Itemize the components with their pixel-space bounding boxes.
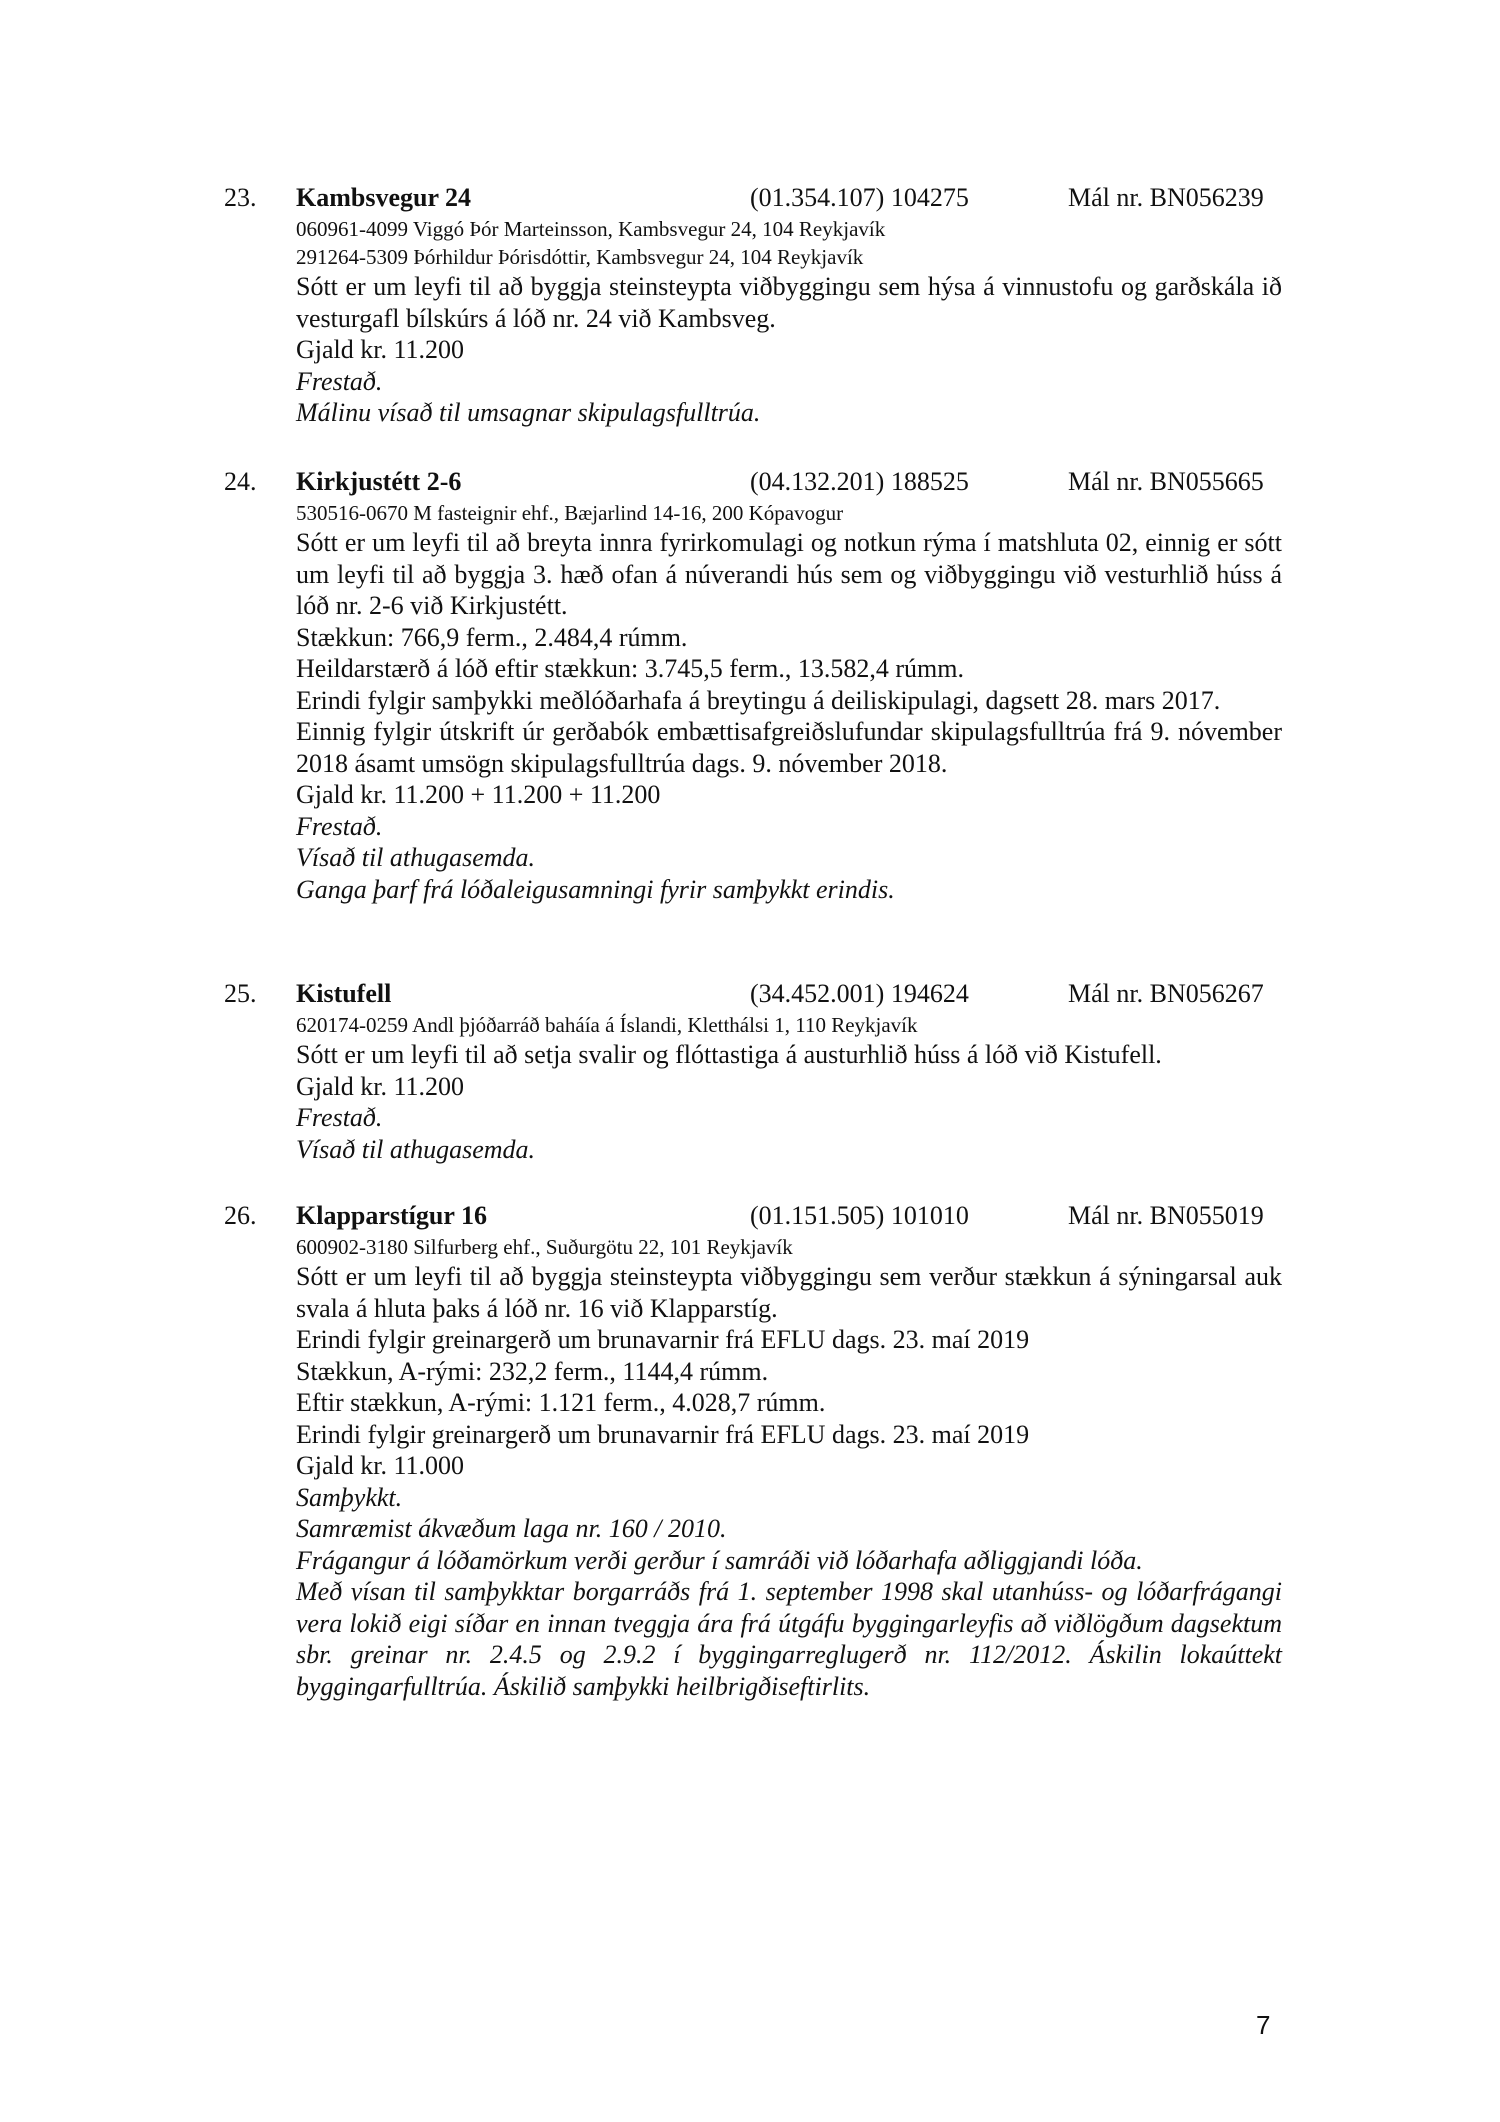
owner-line: 060961-4099 Viggó Þór Marteinsson, Kambsvegur 24, 104 Reykjavík xyxy=(296,217,886,241)
decision-paragraph: Með vísan til samþykktar borgarráðs frá 1. september 1998 skal utanhúss- og lóðarfrágangi vera lokið eigi síðar en innan tveggja ára frá útgáfu byggingarleyfis að viðlögðum dagsektum sbr. greinar nr. 2.4.5 og 2.9.2 í byggingarreglugerð nr. 112/2012. Áskilin lokaúttekt byggingarfulltrúa. Áskilið samþykki heilbrigðiseftirlits. xyxy=(296,1577,1282,1701)
case-body xyxy=(296,1011,1282,1165)
decision-line: Frestað. xyxy=(296,811,383,841)
case-description: Sótt er um leyfi til að byggja steinsteypta viðbyggingu sem verður stækkun á sýningarsal auk svala á hluta þaks á lóð nr. 16 við Klapparstíg. xyxy=(296,1262,1282,1323)
case-title: Kambsvegur 24 xyxy=(296,183,472,212)
owner-line: 620174-0259 Andl þjóðarráð baháía á Íslandi, Kletthálsi 1, 110 Reykjavík xyxy=(296,1013,918,1037)
case-paragraph: Erindi fylgir samþykki meðlóðarhafa á breytingu á deiliskipulagi, dagsett 28. mars 2017. xyxy=(296,685,1221,715)
case-mal-number: Mál nr. BN055019 xyxy=(1068,1201,1264,1230)
case-paragraph: Eftir stækkun, A-rými: 1.121 ferm., 4.028,7 rúmm. xyxy=(296,1388,826,1417)
case-paragraph: Heildarstærð á lóð eftir stækkun: 3.745,5 ferm., 13.582,4 rúmm. xyxy=(296,654,964,683)
case-paragraph: Einnig fylgir útskrift úr gerðabók embættisafgreiðslufundar skipulagsfulltrúa frá 9. nóvember 2018 ásamt umsögn skipulagsfulltrúa dags. 9. nóvember 2018. xyxy=(296,717,1282,778)
case-mal-number: Mál nr. BN056239 xyxy=(1068,183,1264,212)
case-reference: (04.132.201) 188525 xyxy=(750,467,969,496)
case-body xyxy=(296,215,1282,429)
case-description: Sótt er um leyfi til að breyta innra fyrirkomulagi og notkun rýma í matshluta 02, einnig er sótt um leyfi til að byggja 3. hæð ofan á núverandi hús sem og viðbyggingu við vesturhlið húss á lóð nr. 2-6 við Kirkjustétt. xyxy=(296,528,1282,620)
decision-line: Samþykkt. xyxy=(296,1482,403,1512)
case-25 xyxy=(224,977,1282,1165)
case-paragraph: Erindi fylgir greinargerð um brunavarnir frá EFLU dags. 23. maí 2019 xyxy=(296,1419,1030,1449)
fee-line: Gjald kr. 11.200 + 11.200 + 11.200 xyxy=(296,780,661,809)
case-header xyxy=(224,977,1282,1011)
page-number: 7 xyxy=(1256,2010,1271,2040)
case-title: Kirkjustétt 2-6 xyxy=(296,467,462,496)
case-description: Sótt er um leyfi til að byggja steinsteypta viðbyggingu sem hýsa á vinnustofu og garðskála ið vesturgafl bílskúrs á lóð nr. 24 við Kambsveg. xyxy=(296,272,1282,333)
decision-line: Vísað til athugasemda. xyxy=(296,1134,536,1164)
owner-line: 600902-3180 Silfurberg ehf., Suðurgötu 22, 101 Reykjavík xyxy=(296,1235,793,1259)
decision-line: Vísað til athugasemda. xyxy=(296,843,536,872)
case-title: Klapparstígur 16 xyxy=(296,1201,487,1230)
case-reference: (01.151.505) 101010 xyxy=(750,1201,969,1230)
case-paragraph: Stækkun: 766,9 ferm., 2.484,4 rúmm. xyxy=(296,622,688,652)
case-description: Sótt er um leyfi til að setja svalir og flóttastiga á austurhlið húss á lóð við Kistufell. xyxy=(296,1040,1162,1069)
case-paragraph: Erindi fylgir greinargerð um brunavarnir frá EFLU dags. 23. maí 2019 xyxy=(296,1325,1030,1354)
case-number: 23. xyxy=(224,183,257,212)
case-number: 25. xyxy=(224,979,257,1008)
case-body xyxy=(296,499,1282,905)
case-26 xyxy=(224,1199,1282,1702)
case-mal-number: Mál nr. BN055665 xyxy=(1068,467,1264,496)
case-number: 24. xyxy=(224,467,257,496)
decision-line: Samræmist ákvæðum laga nr. 160 / 2010. xyxy=(296,1514,727,1543)
fee-line: Gjald kr. 11.200 xyxy=(296,335,465,364)
fee-line: Gjald kr. 11.000 xyxy=(296,1451,465,1480)
case-23 xyxy=(224,181,1282,429)
case-mal-number: Mál nr. BN056267 xyxy=(1068,979,1264,1008)
case-title: Kistufell xyxy=(296,979,392,1008)
case-reference: (34.452.001) 194624 xyxy=(750,979,969,1008)
case-24 xyxy=(224,465,1282,905)
owner-line: 530516-0670 M fasteignir ehf., Bæjarlind 14-16, 200 Kópavogur xyxy=(296,501,844,525)
case-header xyxy=(224,181,1282,215)
fee-line: Gjald kr. 11.200 xyxy=(296,1071,465,1101)
decision-line: Ganga þarf frá lóðaleigusamningi fyrir samþykkt erindis. xyxy=(296,874,895,904)
decision-line: Frestað. xyxy=(296,1103,383,1132)
decision-line: Frágangur á lóðamörkum verði gerður í samráði við lóðarhafa aðliggjandi lóða. xyxy=(296,1545,1143,1575)
decision-line: Frestað. xyxy=(296,366,383,396)
case-number: 26. xyxy=(224,1201,257,1230)
decision-line: Málinu vísað til umsagnar skipulagsfulltrúa. xyxy=(296,398,761,427)
owner-line: 291264-5309 Þórhildur Þórisdóttir, Kambsvegur 24, 104 Reykjavík xyxy=(296,245,864,269)
case-paragraph: Stækkun, A-rými: 232,2 ferm., 1144,4 rúmm. xyxy=(296,1356,769,1386)
case-reference: (01.354.107) 104275 xyxy=(750,183,969,212)
case-header xyxy=(224,1199,1282,1233)
case-header xyxy=(224,465,1282,499)
case-body xyxy=(296,1233,1282,1702)
